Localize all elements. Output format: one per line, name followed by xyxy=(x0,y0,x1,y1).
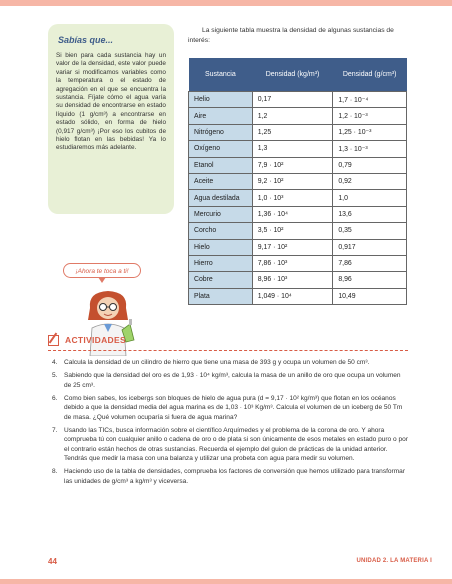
density-gcm3-cell: 8,96 xyxy=(333,272,407,288)
density-kgm3-cell: 1,2 xyxy=(252,108,333,124)
activity-text: Como bien sabes, los icebergs son bloques de hielo de agua pura (d = 9,17 · 10² kg/m³) que flotan en los océanos debido a que la densidad media del agua marina es de 1,03 · 10³ Kg/m³. Calcula el volumen de un iceberg de 50 Tm de masa. ¿Qué volumen ocuparía si fuera de agua marina? xyxy=(64,394,403,421)
column-header: Sustancia xyxy=(189,58,253,92)
table-row xyxy=(189,223,407,239)
activity-number: 4. xyxy=(52,359,58,366)
density-gcm3-cell: 10,49 xyxy=(333,288,407,304)
activity-text: Calcula la densidad de un cilindro de hierro que tiene una masa de 393 g y ocupa un volumen de 50 cm³. xyxy=(64,359,370,366)
activity-item xyxy=(52,467,408,486)
table-intro: La siguiente tabla muestra la densidad de algunas sustancias de interés: xyxy=(188,27,394,44)
density-gcm3-cell: 1,0 xyxy=(333,190,407,206)
activity-number: 5. xyxy=(52,372,58,380)
density-kgm3-cell: 1,25 xyxy=(252,124,333,140)
table-row xyxy=(189,157,407,173)
activities-list xyxy=(52,358,408,490)
substance-cell: Helio xyxy=(189,92,253,108)
substance-cell: Aire xyxy=(189,108,253,124)
substance-cell: Nitrógeno xyxy=(189,124,253,140)
activity-item xyxy=(52,394,408,423)
density-gcm3-cell: 0,79 xyxy=(333,157,407,173)
substance-cell: Cobre xyxy=(189,272,253,288)
density-gcm3-cell: 1,25 · 10⁻³ xyxy=(333,124,407,140)
activities-title: ACTIVIDADES xyxy=(65,335,126,345)
did-you-know-title: Sabías que... xyxy=(58,35,114,45)
density-gcm3-cell: 0,917 xyxy=(333,239,407,255)
density-kgm3-cell: 1,049 · 10⁴ xyxy=(252,288,333,304)
dashed-divider xyxy=(48,350,408,351)
substance-cell: Hierro xyxy=(189,255,253,271)
table-row xyxy=(189,239,407,255)
column-header: Densidad (kg/m³) xyxy=(252,58,333,92)
column-header: Densidad (g/cm³) xyxy=(333,58,407,92)
density-kgm3-cell: 8,96 · 10³ xyxy=(252,272,333,288)
activity-number: 8. xyxy=(52,468,58,476)
table-row xyxy=(189,92,407,108)
density-kgm3-cell: 1,36 · 10⁴ xyxy=(252,206,333,222)
substance-cell: Oxígeno xyxy=(189,141,253,157)
substance-cell: Hielo xyxy=(189,239,253,255)
activity-item xyxy=(52,358,408,368)
table-row xyxy=(189,206,407,222)
activity-number: 7. xyxy=(52,426,58,434)
unit-footer: UNIDAD 2. LA MATERIA I xyxy=(356,558,432,564)
density-gcm3-cell: 0,92 xyxy=(333,173,407,189)
table-row xyxy=(189,272,407,288)
activity-text: Sabiendo que la densidad del oro es de 1,93 · 10⁴ kg/m³, calcula la masa de un anillo de oro que ocupa un volumen de 25 cm³. xyxy=(64,372,401,389)
substance-cell: Corcho xyxy=(189,223,253,239)
pencil-note-icon xyxy=(48,335,59,346)
activity-text: Haciendo uso de la tabla de densidades, comprueba los factores de conversión que hemos utilizado para transformar las unidades de g/cm³ a kg/m³ y viceversa. xyxy=(64,468,406,485)
top-decorative-bar xyxy=(0,0,452,6)
activity-item xyxy=(52,426,408,464)
density-gcm3-cell: 0,35 xyxy=(333,223,407,239)
activity-number: 6. xyxy=(52,394,58,402)
table-row xyxy=(189,288,407,304)
substance-cell: Plata xyxy=(189,288,253,304)
table-row xyxy=(189,141,407,157)
activities-header xyxy=(48,335,408,349)
density-gcm3-cell: 13,6 xyxy=(333,206,407,222)
density-kgm3-cell: 9,17 · 10² xyxy=(252,239,333,255)
table-header-row xyxy=(189,58,407,92)
density-kgm3-cell: 9,2 · 10² xyxy=(252,173,333,189)
bottom-decorative-bar xyxy=(0,579,452,584)
substance-cell: Mercurio xyxy=(189,206,253,222)
density-kgm3-cell: 7,9 · 10² xyxy=(252,157,333,173)
activity-text: Usando las TICs, busca información sobre el científico Arquímedes y el problema de la corona de oro. Y ahora comprueba tú con cualquier anillo o cadena de oro o de plata si son únicamente de esos metales en estado puro o por el contrario están hechos de otras sustancias. Recuerda el ejemplo del guion de prácticas de la unidad anterior. Tendrás que medir la masa con una balanza y utilizar una probeta con agua para medir su volumen. xyxy=(64,426,408,463)
substance-cell: Etanol xyxy=(189,157,253,173)
table-row xyxy=(189,124,407,140)
table-row xyxy=(189,173,407,189)
density-gcm3-cell: 1,2 · 10⁻³ xyxy=(333,108,407,124)
density-kgm3-cell: 1,0 · 10³ xyxy=(252,190,333,206)
speech-bubble: ¡Ahora te toca a ti! xyxy=(63,263,141,278)
density-table xyxy=(188,58,407,305)
density-kgm3-cell: 0,17 xyxy=(252,92,333,108)
density-kgm3-cell: 1,3 xyxy=(252,141,333,157)
density-gcm3-cell: 1,3 · 10⁻³ xyxy=(333,141,407,157)
table-row xyxy=(189,190,407,206)
density-gcm3-cell: 7,86 xyxy=(333,255,407,271)
table-row xyxy=(189,108,407,124)
substance-cell: Agua destilada xyxy=(189,190,253,206)
speech-bubble-tail xyxy=(98,277,106,283)
density-gcm3-cell: 1,7 · 10⁻⁴ xyxy=(333,92,407,108)
page-number: 44 xyxy=(48,557,57,566)
did-you-know-text: Si bien para cada sustancia hay un valor de la densidad, este valor puede variar si modificamos variables como la temperatura o el estado de agregación en el que se encuentra la sustancia. Fíjate cómo el agua varía su densidad de encontrarse en estado líquido (1 g/cm³) a encontrarse en estado sólido, en forma de hielo (0,917 g/cm³) ¡Por eso los cubitos de hielo flotan en las bebidas! Ya lo estudiaremos más adelante. xyxy=(56,52,166,152)
activity-item xyxy=(52,371,408,390)
density-kgm3-cell: 3,5 · 10² xyxy=(252,223,333,239)
did-you-know-box xyxy=(48,24,174,214)
density-kgm3-cell: 7,86 · 10³ xyxy=(252,255,333,271)
table-row xyxy=(189,255,407,271)
substance-cell: Aceite xyxy=(189,173,253,189)
